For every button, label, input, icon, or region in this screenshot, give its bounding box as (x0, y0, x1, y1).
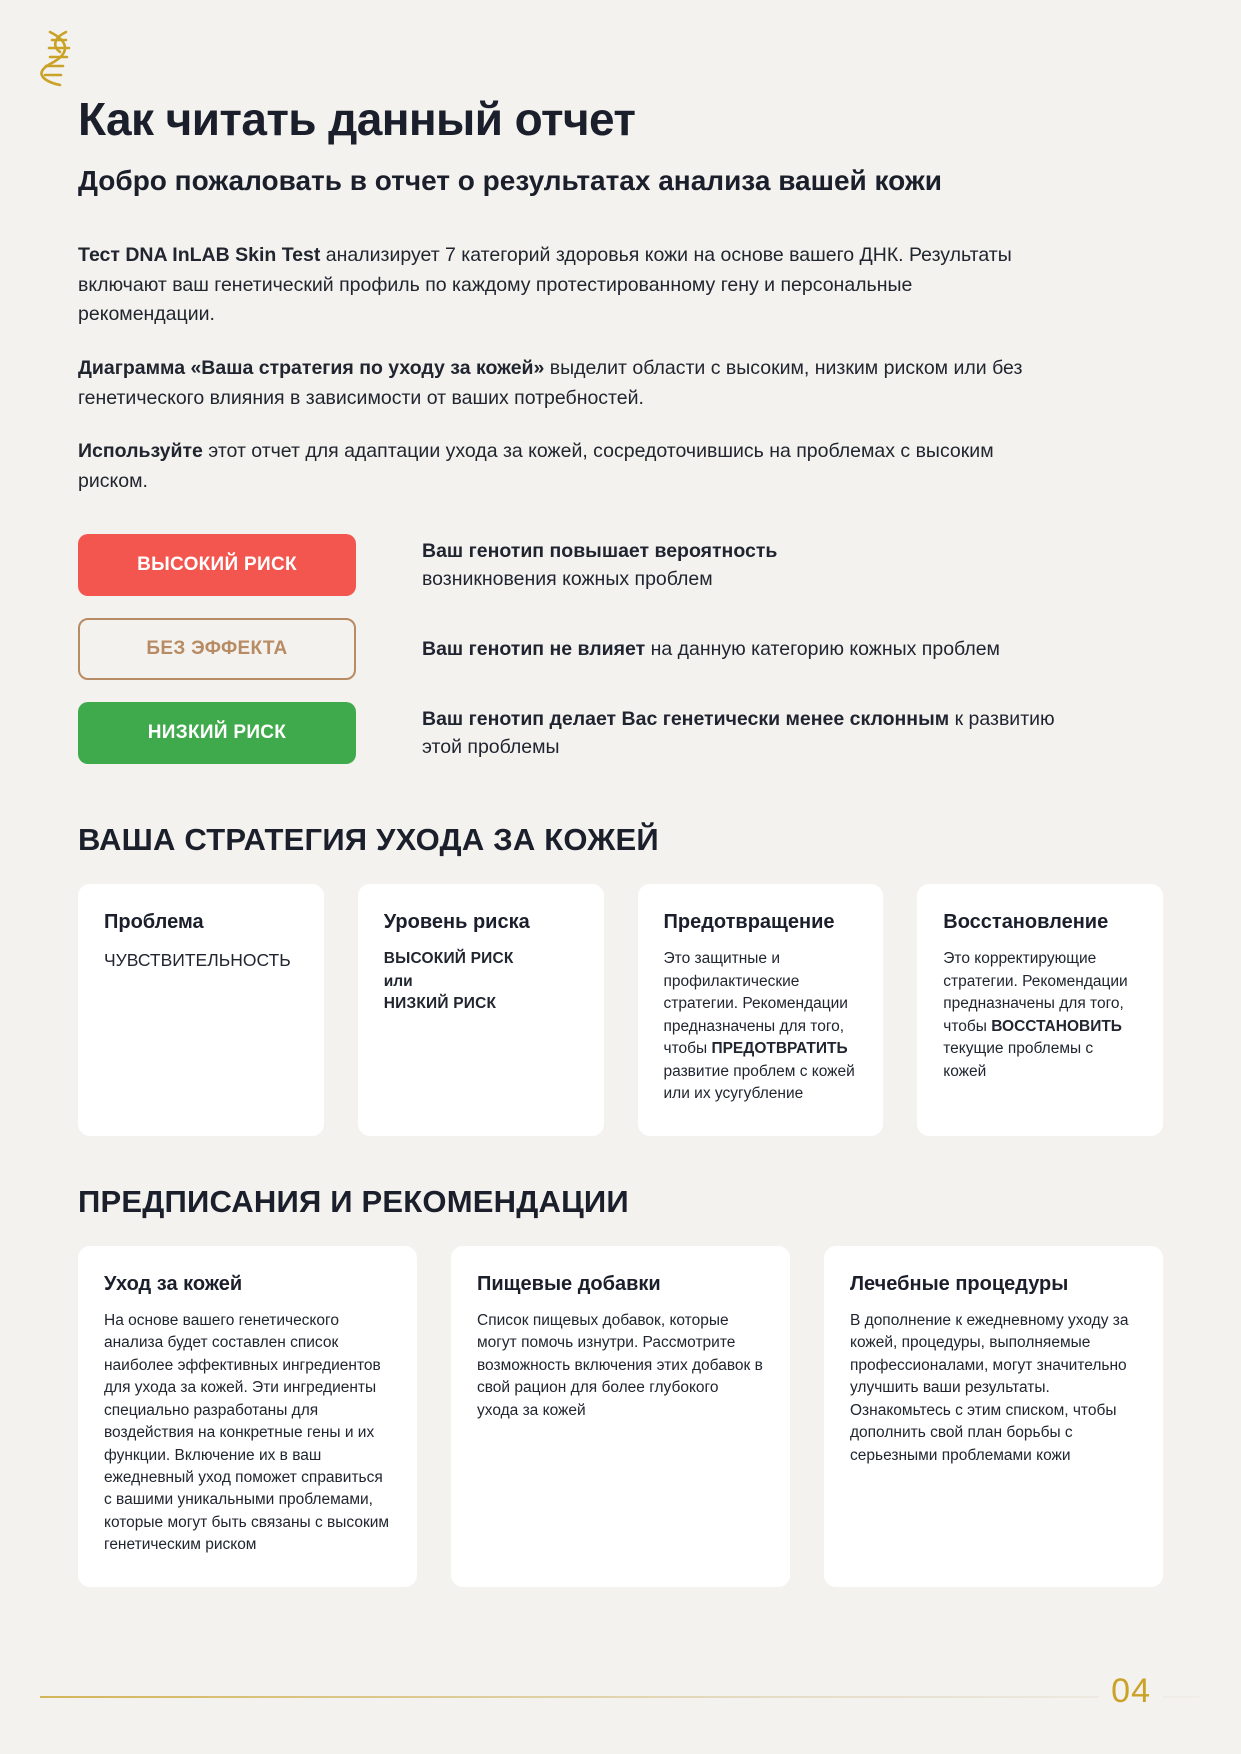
strategy-card-prevention-body-1: Это защитные и профилактические стратегии. Рекомендации предназначены для того, чтобы (663, 950, 848, 1058)
intro-paragraph-2-bold: Диаграмма «Ваша стратегия по уходу за кожей» (78, 356, 545, 379)
recommendations-card-skincare-title: Уход за кожей (104, 1272, 243, 1295)
intro-block (78, 241, 1038, 496)
strategy-card-restoration-title: Восстановление (943, 911, 1109, 934)
strategy-heading: ВАША СТРАТЕГИЯ УХОДА ЗА КОЖЕЙ (78, 822, 659, 858)
recommendations-card-treatments-title: Лечебные процедуры (850, 1272, 1069, 1295)
strategy-card-problem-title: Проблема (104, 911, 204, 934)
recommendations-card-skincare (78, 1246, 417, 1587)
recommendations-card-supplements-title: Пищевые добавки (477, 1272, 661, 1295)
legend-text-low-risk-rest: к развитию этой проблемы (422, 708, 1055, 759)
strategy-card-risk-level (358, 884, 604, 1135)
page-title: Как читать данный отчет (78, 93, 636, 145)
intro-paragraph-1 (78, 241, 1038, 330)
strategy-card-risk-or: или (383, 972, 413, 990)
risk-legend (78, 534, 1163, 764)
recommendations-cards (78, 1246, 1163, 1587)
strategy-card-risk-low: НИЗКИЙ РИСК (383, 995, 497, 1013)
page-number: 04 (1099, 1672, 1163, 1711)
strategy-card-restoration-body-1: Это корректирующие стратегии. Рекомендации предназначены для того, чтобы (943, 950, 1128, 1035)
strategy-section (78, 822, 1163, 1135)
legend-row-low-risk (78, 702, 1163, 764)
page-subtitle: Добро пожаловать в отчет о результатах анализа вашей кожи (78, 164, 942, 196)
strategy-card-risk-high: ВЫСОКИЙ РИСК (383, 950, 514, 968)
page-footer (0, 1672, 1241, 1712)
recommendations-heading: ПРЕДПИСАНИЯ И РЕКОМЕНДАЦИИ (78, 1183, 629, 1219)
intro-paragraph-1-bold: Тест DNA InLAB Skin Test (78, 244, 321, 267)
footer-divider (40, 1696, 1201, 1698)
legend-text-low-risk-bold: Ваш генотип делает Вас генетически менее склонным (422, 708, 950, 731)
legend-row-no-effect (78, 618, 1163, 680)
strategy-cards (78, 884, 1163, 1135)
legend-text-high-risk (422, 537, 777, 594)
strategy-card-prevention-body (664, 948, 858, 1105)
strategy-card-prevention-body-bold: ПРЕДОТВРАТИТЬ (711, 1040, 848, 1058)
intro-paragraph-3-text: этот отчет для адаптации ухода за кожей, сосредоточившись на проблемах с высоким риском. (78, 440, 994, 492)
badge-low-risk: НИЗКИЙ РИСК (78, 702, 356, 764)
recommendations-card-supplements-body: Список пищевых добавок, которые могут помочь изнутри. Рассмотрите возможность включения этих добавок в свой рацион для более глубокого ухода за кожей (477, 1311, 763, 1419)
badge-high-risk: ВЫСОКИЙ РИСК (78, 534, 356, 596)
recommendations-card-treatments-body: В дополнение к ежедневному уходу за кожей, процедуры, выполняемые профессионалами, могут значительно улучшить ваши результаты. Ознакомьтесь с этим списком, чтобы дополнить свой план борьбы с серьезными проблемами кожи (850, 1311, 1129, 1464)
recommendations-card-supplements (451, 1246, 790, 1587)
legend-text-no-effect-bold: Ваш генотип не влияет (422, 638, 646, 661)
intro-paragraph-3-bold: Используйте (78, 440, 203, 463)
strategy-card-restoration (917, 884, 1163, 1135)
dna-helix-icon (36, 28, 82, 88)
strategy-card-prevention-body-2: развитие проблем с кожей или их усугубление (663, 1062, 855, 1103)
strategy-card-prevention-title: Предотвращение (663, 911, 835, 934)
strategy-card-prevention (638, 884, 884, 1135)
strategy-card-risk-level-title: Уровень риска (383, 911, 530, 934)
legend-text-low-risk (422, 705, 1062, 762)
recommendations-section (78, 1184, 1163, 1587)
legend-text-high-risk-bold: Ваш генотип повышает вероятность (422, 540, 778, 563)
legend-text-no-effect-rest: на данную категорию кожных проблем (645, 638, 1000, 661)
strategy-card-restoration-body-2: текущие проблемы с кожей (943, 1040, 1094, 1080)
intro-paragraph-3 (78, 437, 1038, 496)
strategy-card-restoration-body-bold: ВОССТАНОВИТЬ (991, 1017, 1122, 1035)
legend-row-high-risk (78, 534, 1163, 596)
strategy-card-problem-body: ЧУВСТВИТЕЛЬНОСТЬ (104, 950, 291, 971)
intro-paragraph-2 (78, 354, 1038, 413)
intro-paragraph-1-text: анализирует 7 категорий здоровья кожи на основе вашего ДНК. Результаты включают ваш генетический профиль по каждому протестированному гену и персональные рекомендации. (78, 244, 1012, 326)
intro-paragraph-2-text: выделит области с высоким, низким риском или без генетического влияния в зависимости от ваших потребностей. (78, 356, 1023, 409)
recommendations-card-treatments (824, 1246, 1163, 1587)
strategy-card-restoration-body (943, 948, 1137, 1083)
strategy-card-problem (78, 884, 324, 1135)
recommendations-card-skincare-body: На основе вашего генетического анализа будет составлен список наиболее эффективных ингредиентов для ухода за кожей. Эти ингредиенты специально разработаны для воздействия на конкретные гены и их функции. Включение их в ваш ежедневный уход поможет справиться с вашими уникальными проблемами, которые могут быть связаны с высоким генетическим риском (104, 1311, 390, 1554)
legend-text-no-effect (422, 635, 1000, 663)
badge-no-effect: БЕЗ ЭФФЕКТА (78, 618, 356, 680)
legend-text-high-risk-rest: возникновения кожных проблем (422, 568, 713, 591)
